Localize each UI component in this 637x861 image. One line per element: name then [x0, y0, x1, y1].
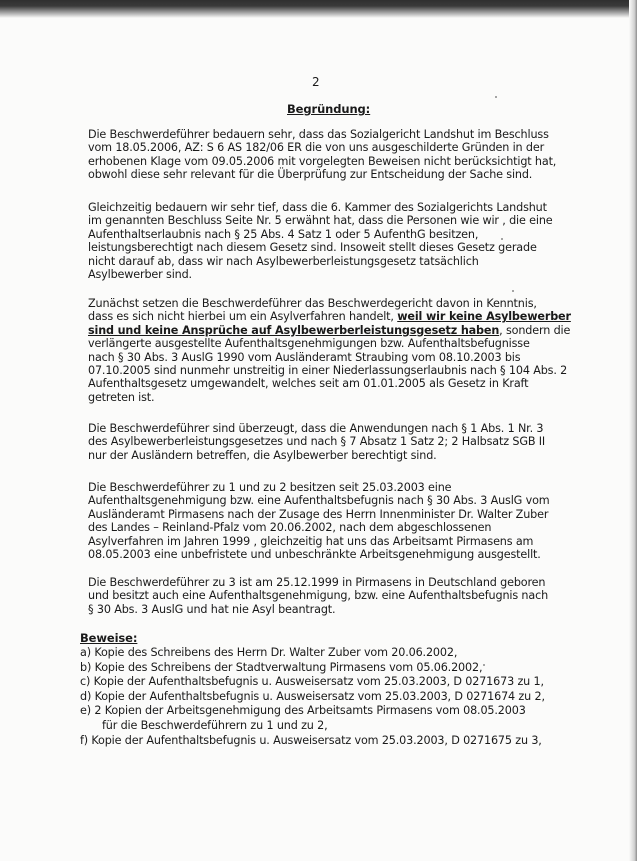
- text-line: verlängerte ausgestellte Aufenthaltsgenehmigungen bzw. Aufenthaltsbefugnisse: [88, 337, 530, 351]
- text-line: Die Beschwerdeführer zu 1 und zu 2 besitzen seit 25.03.2003 eine: [88, 481, 452, 494]
- emphasis-text: weil wir keine Asylbewerber: [397, 310, 571, 324]
- text-line: Die Beschwerdeführer zu 3 ist am 25.12.1999 in Pirmasens in Deutschland geboren: [88, 576, 546, 589]
- list-item: a) Kopie des Schreibens des Herrn Dr. Walter Zuber vom 20.06.2002,: [80, 646, 458, 659]
- text-line: 07.10.2005 sind nunmehr unstreitig in einer Niederlassungserlaubnis nach § 104 Abs. 2: [88, 364, 568, 378]
- text-line: erhobenen Klage vom 09.05.2006 mit vorgelegten Beweisen nicht berücksichtigt hat,: [88, 154, 557, 168]
- text-line: § 30 Abs. 3 AuslG und hat nie Asyl beantragt.: [88, 602, 336, 616]
- list-item: b) Kopie des Schreibens der Stadtverwaltung Pirmasens vom 05.06.2002,: [80, 660, 483, 674]
- text-line: [88, 310, 578, 323]
- text-line: 08.05.2003 eine unbefristete und unbeschränkte Arbeitsgenehmigung ausgestellt.: [88, 548, 541, 562]
- scan-edge-right: [629, 0, 637, 861]
- text-segment: dass es sich nicht hierbei um ein Asylverfahren handelt,: [88, 310, 398, 324]
- text-line: im genannten Beschluss Seite Nr. 5 erwähnt hat, dass die Personen wie wir , die eine: [88, 214, 553, 228]
- text-line: und besitzt auch eine Aufenthaltsgenehmigung, bzw. eine Aufenthaltsbefugnis nach: [88, 589, 549, 603]
- heading-begruendung: Begründung:: [287, 102, 371, 116]
- scan-edge-top: [0, 0, 637, 18]
- text-line: Die Beschwerdeführer bedauern sehr, dass das Sozialgericht Landshut im Beschluss: [88, 128, 549, 141]
- paragraph-3: [88, 297, 578, 404]
- text-line: Asylverfahren im Jahren 1999 , gleichzeitig hat uns das Arbeitsamt Pirmasens am: [88, 534, 534, 548]
- list-item: d) Kopie der Aufenthaltsbefugnis u. Ausweisersatz vom 25.03.2003, D 0271674 zu 2,: [80, 689, 545, 703]
- scan-speck: [495, 96, 497, 98]
- text-line: Zunächst setzen die Beschwerdeführer das Beschwerdegericht davon in Kenntnis,: [88, 297, 537, 310]
- text-line: Aufenthaltsgenehmigung bzw. eine Aufenthaltsbefugnis nach § 30 Abs. 3 AuslG vom: [88, 494, 550, 508]
- paragraph-6: [88, 576, 578, 616]
- text-line: [88, 324, 578, 337]
- text-line: des Landes – Reinland-Pfalz vom 20.06.2002, nach dem abgeschlossenen: [88, 521, 492, 535]
- text-line: nur der Ausländern betreffen, die Asylbewerber berechtigt sind.: [88, 448, 437, 462]
- text-line: Die Beschwerdeführer sind überzeugt, dass die Anwendungen nach § 1 Abs. 1 Nr. 3: [88, 422, 544, 435]
- heading-beweise: Beweise:: [80, 631, 138, 645]
- list-item: f) Kopie der Aufenthaltsbefugnis u. Ausweisersatz vom 25.03.2003, D 0271675 zu 3,: [80, 733, 542, 747]
- text-line: vom 18.05.2006, AZ: S 6 AS 182/06 ER die von uns ausgeschilderte Gründen in der: [88, 141, 545, 155]
- evidence-list: [80, 646, 580, 748]
- text-line: Aufenthaltserlaubnis nach § 25 Abs. 4 Satz 1 oder 5 AufenthG besitzen,: [88, 227, 479, 241]
- text-line: Ausländeramt Pirmasens nach der Zusage des Herrn Innenminister Dr. Walter Zuber: [88, 507, 549, 521]
- list-item: e) 2 Kopien der Arbeitsgenehmigung des Arbeitsamts Pirmasens vom 08.05.2003: [80, 704, 526, 718]
- paragraph-4: [88, 422, 578, 462]
- page-number: 2: [312, 75, 320, 89]
- text-line: getreten ist.: [88, 390, 155, 404]
- paragraph-2: [88, 201, 578, 281]
- text-line: des Asylbewerberleistungsgesetzes und nach § 7 Absatz 1 Satz 2; 2 Halbsatz SGB II: [88, 435, 546, 449]
- scan-speck: [483, 664, 485, 666]
- list-item-continuation: für die Beschwerdeführern zu 1 und zu 2,: [102, 718, 328, 732]
- paragraph-1: [88, 128, 578, 182]
- text-line: nicht darauf ab, dass wir nach Asylbewerberleistungsgesetz tatsächlich: [88, 254, 479, 268]
- text-line: Aufenthaltsgesetz umgewandelt, welches seit am 01.01.2005 als Gesetz in Kraft: [88, 377, 529, 391]
- text-line: nach § 30 Abs. 3 AuslG 1990 vom Ausländeramt Straubing vom 08.10.2003 bis: [88, 350, 521, 364]
- scan-speck: [512, 290, 514, 292]
- text-line: Gleichzeitig bedauern wir sehr tief, dass die 6. Kammer des Sozialgerichts Landshut: [88, 201, 547, 214]
- list-item: c) Kopie der Aufenthaltsbefugnis u. Ausweisersatz vom 25.03.2003, D 0271673 zu 1,: [80, 675, 544, 689]
- text-line: obwohl diese sehr relevant für die Überprüfung zur Entscheidung der Sache sind.: [88, 168, 533, 182]
- text-line: Asylbewerber sind.: [88, 268, 192, 282]
- text-line: leistungsberechtigt nach diesem Gesetz sind. Insoweit stellt dieses Gesetz gerade: [88, 241, 537, 255]
- emphasis-text: sind und keine Ansprüche auf Asylbewerberleistungsgesetz haben: [88, 323, 500, 337]
- text-segment: , sondern die: [499, 323, 571, 337]
- scan-speck: [501, 238, 503, 240]
- paragraph-5: [88, 481, 578, 561]
